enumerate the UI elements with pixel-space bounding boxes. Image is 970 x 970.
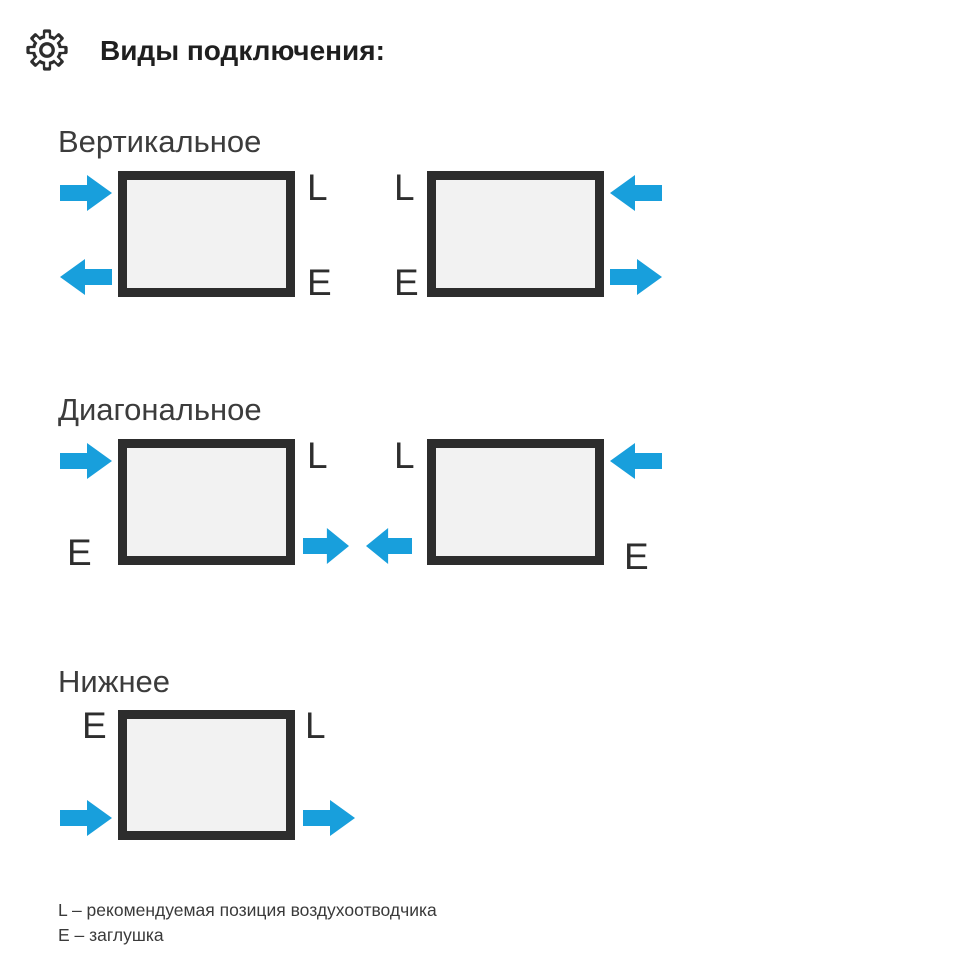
section-title-diagonal: Диагональное <box>58 392 262 427</box>
port-label-plug: E <box>307 262 332 303</box>
radiator-box <box>118 710 295 840</box>
flow-in-arrow-icon <box>60 800 112 836</box>
port-label-plug: E <box>394 262 419 303</box>
flow-out-arrow-icon <box>366 528 412 564</box>
port-label-plug: E <box>67 532 92 573</box>
flow-in-arrow-icon <box>60 175 112 211</box>
section-title-vertical: Вертикальное <box>58 124 262 159</box>
gear-icon <box>25 28 69 72</box>
port-label-air-vent: L <box>307 167 328 208</box>
legend <box>58 898 437 948</box>
port-label-air-vent: L <box>307 435 328 476</box>
page-title: Виды подключения: <box>100 35 385 66</box>
legend-line-air-vent: L – рекомендуемая позиция воздухоотводчика <box>58 900 437 920</box>
flow-out-arrow-icon <box>303 528 349 564</box>
port-label-air-vent: L <box>305 705 326 746</box>
flow-in-arrow-icon <box>60 443 112 479</box>
radiator-box <box>427 439 604 565</box>
port-label-plug: E <box>624 536 649 577</box>
port-label-air-vent: L <box>394 435 415 476</box>
flow-out-arrow-icon <box>60 259 112 295</box>
flow-out-arrow-icon <box>303 800 355 836</box>
radiator-box <box>118 439 295 565</box>
legend-line-plug: E – заглушка <box>58 925 164 945</box>
port-label-air-vent: L <box>394 167 415 208</box>
radiator-box <box>427 171 604 297</box>
radiator-box <box>118 171 295 297</box>
port-label-plug: E <box>82 705 107 746</box>
flow-in-arrow-icon <box>610 175 662 211</box>
flow-out-arrow-icon <box>610 259 662 295</box>
section-title-bottom: Нижнее <box>58 664 171 699</box>
flow-in-arrow-icon <box>610 443 662 479</box>
